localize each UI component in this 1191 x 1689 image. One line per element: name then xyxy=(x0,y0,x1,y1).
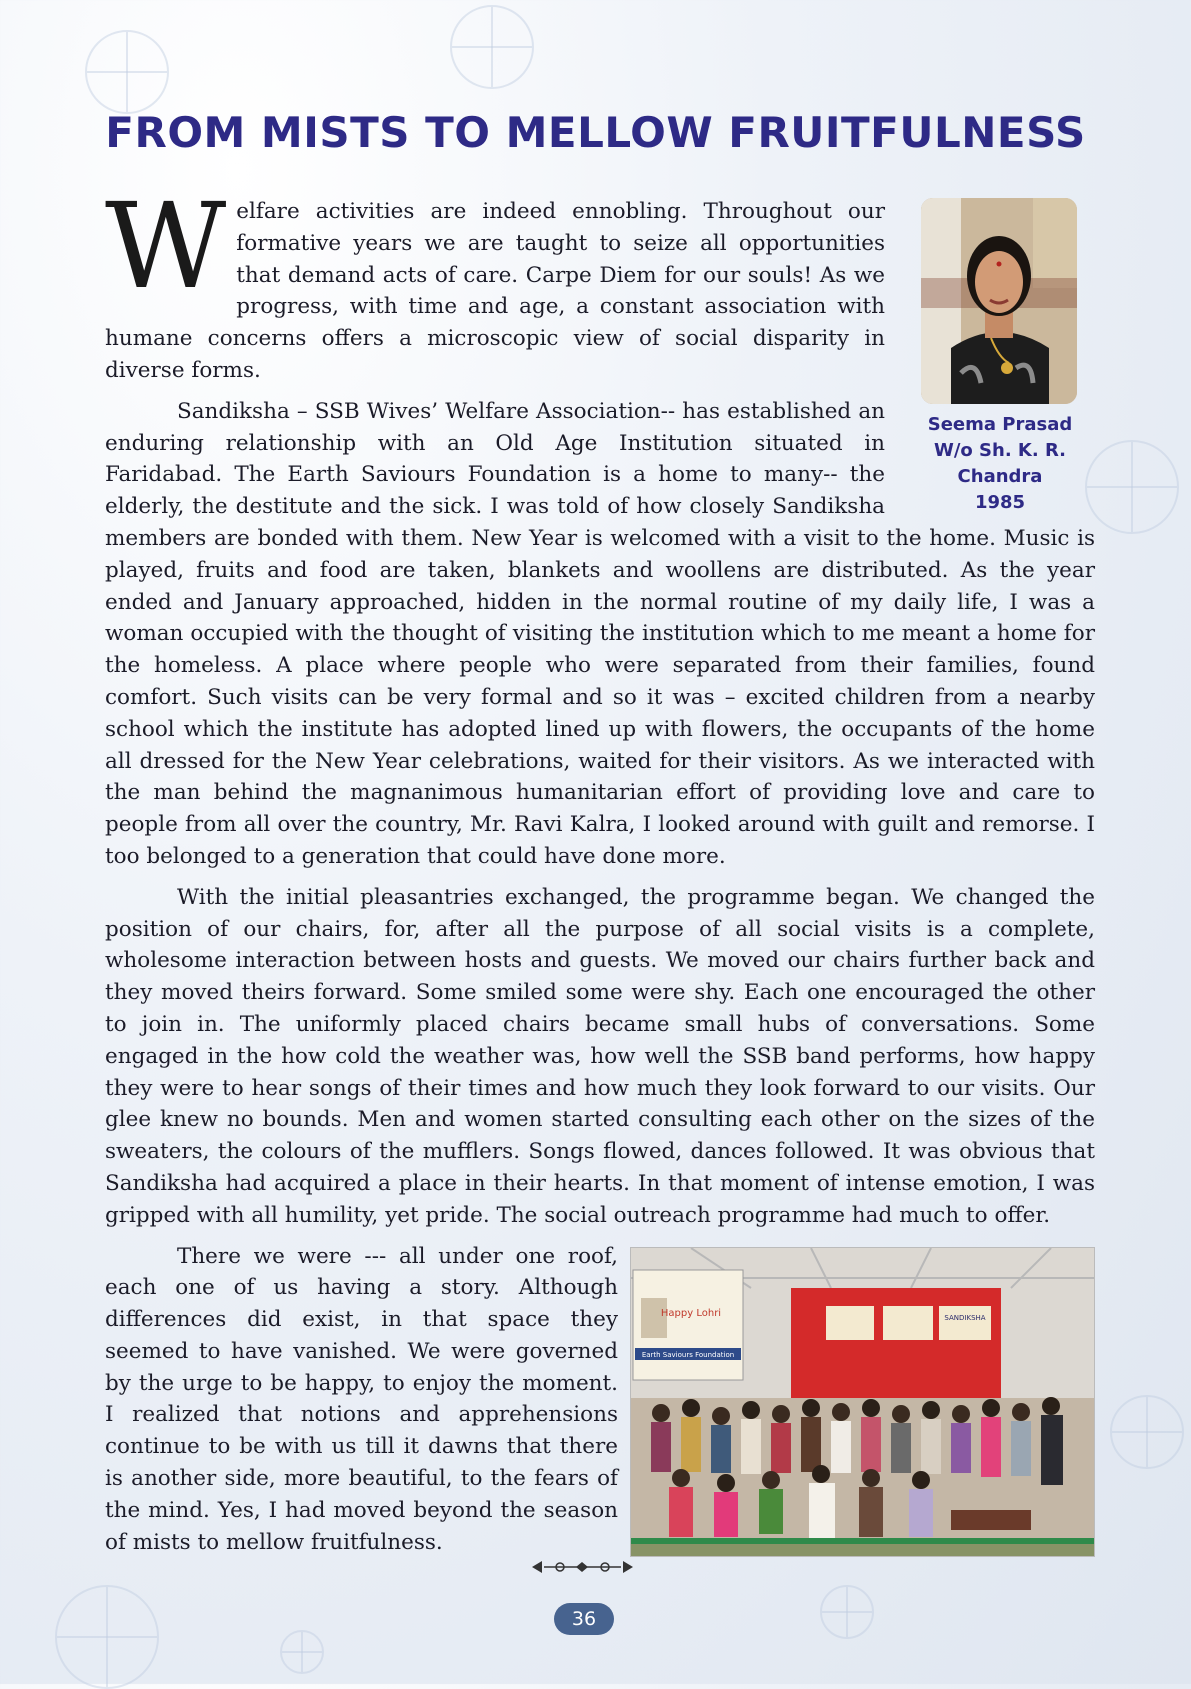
author-year: 1985 xyxy=(974,492,1026,513)
paragraph-1-text: elfare activities are indeed ennobling. Throughout our formative years we are taught to seize all opportunities that demand acts of care. Carpe Diem for our souls! As we progress, with time and age, a constant association with humane concerns offers a microscopic view of social disparity in diverse forms. xyxy=(105,199,885,383)
event-photo xyxy=(630,1247,1095,1557)
page-title: FROM MISTS TO MELLOW FRUITFULNESS xyxy=(105,108,1086,157)
snowflake-decoration xyxy=(85,30,169,114)
snowflake-decoration xyxy=(450,5,534,89)
author-name: Seema Prasad xyxy=(927,414,1073,435)
snowflake-decoration xyxy=(820,1585,874,1639)
divider-ornament xyxy=(530,1556,635,1578)
snowflake-decoration xyxy=(55,1585,159,1689)
drop-cap: W xyxy=(105,177,227,315)
portrait-spacer xyxy=(885,196,1095,496)
event-photo-illustration xyxy=(631,1248,1094,1556)
paragraph-2: Sandiksha – SSB Wives’ Welfare Association-- has established an enduring relationship with an Old Age Institution situated in Faridabad. The Earth Saviours Foundation is a home to many-- the elderly, the destitute and the sick. I was told of how closely Sandiksha members are bonded with them. New Year is welcomed with a visit to the home. Music is played, fruits and food are taken, blankets and woollens are distributed. As the year ended and January approached, hidden in the normal routine of my daily life, I was a woman occupied with the thought of visiting the institution which to me meant a home for the homeless. A place where people who were separated from their families, found comfort. Such visits can be very formal and so it was – excited children from a nearby school which the institute has adopted lined up with flowers, the occupants of the home all dressed for the New Year celebrations, waited for their visitors. As we interacted with the man behind the magnanimous humanitarian effort of providing love and care to people from all over the country, Mr. Ravi Kalra, I looked around with guilt and remorse. I too belonged to a generation that could have done more. xyxy=(105,398,1095,869)
page-number: 36 xyxy=(554,1603,614,1635)
left-banner-org: Earth Saviours Foundation xyxy=(641,1350,735,1359)
left-banner-title: Happy Lohri xyxy=(660,1307,722,1319)
paragraph-3: With the initial pleasantries exchanged, the programme began. We changed the position of our chairs, for, after all the purpose of all social visits is a complete, wholesome interaction between hosts and guests. We moved our chairs further back and they moved theirs forward. Some smiled some were shy. Each one encouraged the other to join in. The uniformly placed chairs became small hubs of conversations. Some engaged in the how cold the weather was, how well the SSB band performs, how happy they were to hear songs of their times and how much they look forward to our visits. Our glee knew no bounds. Men and women started consulting each other on the sizes of the sweaters, the colours of the mufflers. Songs flowed, dances followed. It was obvious that Sandiksha had acquired a place in their hearts. In that moment of intense emotion, I was gripped with all humility, yet pride. The social outreach programme had much to offer. xyxy=(105,884,1095,1228)
author-relation: W/o Sh. K. R. Chandra xyxy=(933,440,1067,487)
article-body xyxy=(105,177,1095,1567)
stage-banner-text: SANDIKSHA xyxy=(944,1313,986,1322)
paragraph-4: There we were --- all under one roof, each one of us having a story. Although differences did exist, in that space they seemed to have vanished. We were governed by the urge to be happy, to enjoy the moment. I realized that notions and apprehensions continue to be with us till it dawns that there is another side, more beautiful, to the fears of the mind. Yes, I had moved beyond the season of mists to mellow fruitfulness. xyxy=(105,1243,618,1555)
snowflake-decoration xyxy=(280,1630,324,1674)
snowflake-decoration xyxy=(1110,1395,1184,1469)
